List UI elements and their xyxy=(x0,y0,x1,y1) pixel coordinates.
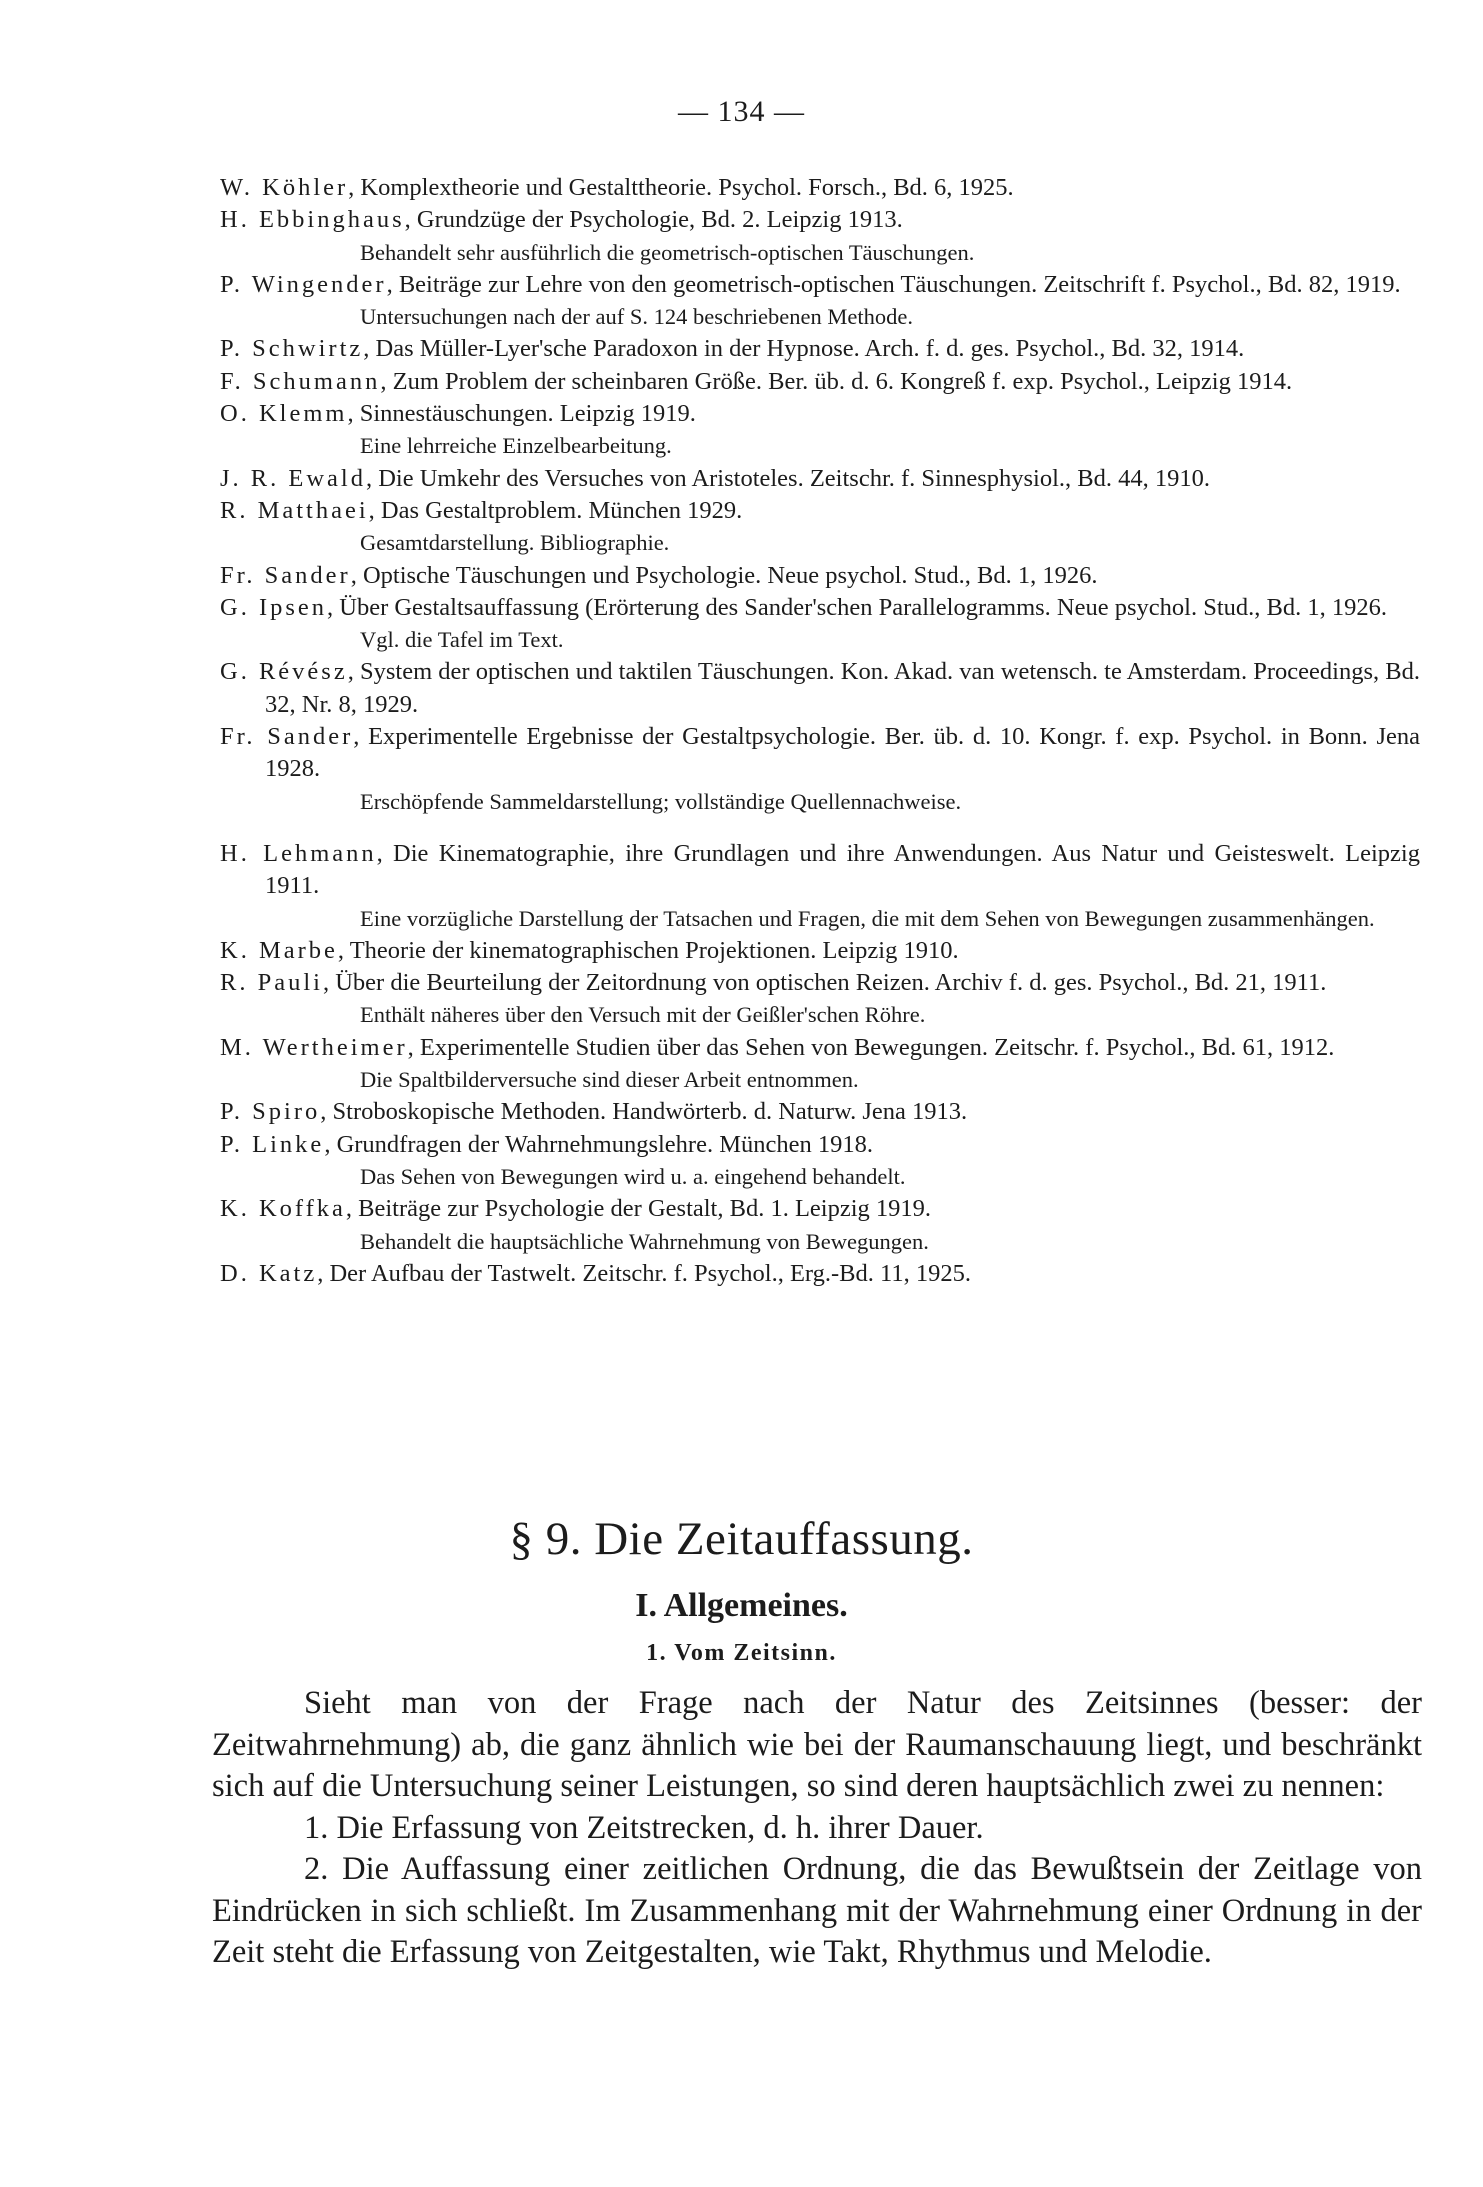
bibliography-entry xyxy=(220,204,1420,236)
entry-annotation: Vgl. die Tafel im Text. xyxy=(360,627,564,653)
entry-author: K. Koffka xyxy=(220,1195,346,1223)
entry-citation: , Grundfragen der Wahrnehmungslehre. München 1918. xyxy=(324,1130,873,1158)
bibliography-entry xyxy=(220,656,1420,721)
bibliography-entry xyxy=(220,495,1420,527)
bibliography-group-motion xyxy=(220,838,1420,1290)
entry-annotation: Behandelt die hauptsächliche Wahrnehmung von Bewegungen. xyxy=(360,1228,929,1254)
intro-paragraph: Sieht man von der Frage nach der Natur des Zeitsinnes (besser: der Zeitwahrnehmung) ab, die ganz ähnlich wie bei der Raumanschauung liegt, und beschränkt sich auf die Untersuchung seiner Leistungen, so sind deren hauptsächlich zwei zu nennen: xyxy=(212,1685,1422,1804)
bibliography-entry xyxy=(220,1193,1420,1225)
entry-citation: , Komplextheorie und Gestalttheorie. Psychol. Forsch., Bd. 6, 1925. xyxy=(348,174,1014,201)
bibliography-entry xyxy=(220,1258,1420,1290)
bibliography-entry xyxy=(220,838,1420,903)
entry-author: P. Schwirtz xyxy=(220,335,364,363)
entry-annotation: Behandelt sehr ausführlich die geometrisch-optischen Täuschungen. xyxy=(360,239,975,265)
bibliography-entry xyxy=(220,398,1420,430)
bibliography-entry xyxy=(220,1096,1420,1128)
bibliography-gap xyxy=(220,818,1420,838)
entry-citation: , Beiträge zur Psychologie der Gestalt, Bd. 1. Leipzig 1919. xyxy=(345,1195,932,1223)
bibliography-entry xyxy=(220,721,1420,786)
bibliography-entry xyxy=(220,560,1420,592)
entry-citation: , Die Kinematographie, ihre Grundlagen und ihre Anwendungen. Aus Natur und Geisteswelt. Leipzig 1911. xyxy=(265,839,1420,900)
entry-citation: , Experimentelle Studien über das Sehen von Bewegungen. Zeitschr. f. Psychol., Bd. 61, 1912. xyxy=(407,1033,1335,1061)
entry-annotation: Eine lehrreiche Einzelbearbeitung. xyxy=(360,433,672,459)
entry-citation: , Über die Beurteilung der Zeitordnung von optischen Reizen. Archiv f. d. ges. Psychol., Bd. 21, 1911. xyxy=(322,969,1327,997)
entry-author: W. Köhler xyxy=(220,174,349,201)
entry-annotation: Erschöpfende Sammeldarstellung; vollständige Quellennachweise. xyxy=(360,788,962,814)
entry-author: H. Ebbinghaus xyxy=(220,206,405,234)
entry-citation: , Der Aufbau der Tastwelt. Zeitschr. f. Psychol., Erg.-Bd. 11, 1925. xyxy=(317,1259,971,1287)
bibliography-entry xyxy=(220,269,1420,301)
bibliography-entry xyxy=(220,967,1420,999)
entry-author: K. Marbe xyxy=(220,936,338,964)
entry-author: P. Spiro xyxy=(220,1098,321,1126)
entry-annotation: Die Spaltbilderversuche sind dieser Arbeit entnommen. xyxy=(360,1067,859,1093)
entry-citation: , Grundzüge der Psychologie, Bd. 2. Leipzig 1913. xyxy=(404,206,903,234)
subsection-title: I. Allgemeines. xyxy=(635,1587,848,1624)
enumerated-item-1: 1. Die Erfassung von Zeitstrecken, d. h. ihrer Dauer. xyxy=(304,1809,984,1846)
entry-author: R. Pauli xyxy=(220,969,323,997)
bibliography-entry xyxy=(220,1032,1420,1064)
entry-annotation: Das Sehen von Bewegungen wird u. a. eingehend behandelt. xyxy=(360,1163,906,1189)
entry-annotation: Enthält näheres über den Versuch mit der Geißler'schen Röhre. xyxy=(360,1002,926,1028)
entry-citation: , Das Müller-Lyer'sche Paradoxon in der Hypnose. Arch. f. d. ges. Psychol., Bd. 32, 1914. xyxy=(363,335,1245,363)
entry-author: D. Katz xyxy=(220,1259,318,1287)
entry-citation: , Optische Täuschungen und Psychologie. Neue psychol. Stud., Bd. 1, 1926. xyxy=(350,561,1098,589)
entry-annotation: Gesamtdarstellung. Bibliographie. xyxy=(360,530,670,556)
entry-annotation: Eine vorzügliche Darstellung der Tatsachen und Fragen, die mit dem Sehen von Bewegungen zusammenhängen. xyxy=(360,905,1375,931)
entry-author: Fr. Sander xyxy=(220,723,354,751)
bibliography-entry xyxy=(220,172,1420,204)
bibliography-entry xyxy=(220,333,1420,365)
entry-citation: , Sinnestäuschungen. Leipzig 1919. xyxy=(347,400,696,428)
entry-citation: , Stroboskopische Methoden. Handwörterb. d. Naturw. Jena 1913. xyxy=(320,1098,968,1126)
bibliography-entry xyxy=(220,366,1420,398)
enumerated-item-2: 2. Die Auffassung einer zeitlichen Ordnung, die das Bewußtsein der Zeitlage von Eindrücken in sich schließt. Im Zusammenhang mit der Wahrnehmung einer Ordnung in der Zeit steht die Erfassung von Zeitgestalten, wie Takt, Rhythmus und Melodie. xyxy=(212,1851,1422,1970)
entry-citation: , Beiträge zur Lehre von den geometrisch-optischen Täuschungen. Zeitschrift f. Psychol., Bd. 82, 1919. xyxy=(386,270,1401,298)
entry-author: H. Lehmann xyxy=(220,839,377,867)
entry-citation: , Das Gestaltproblem. München 1929. xyxy=(368,496,743,524)
entry-author: R. Matthaei xyxy=(220,496,369,524)
bibliography-entry xyxy=(220,592,1420,624)
entry-author: F. Schumann xyxy=(220,367,381,395)
entry-citation: , Zum Problem der scheinbaren Größe. Ber. üb. d. 6. Kongreß f. exp. Psychol., Leipzig 1914. xyxy=(380,367,1293,395)
entry-author: P. Wingender xyxy=(220,270,387,298)
entry-citation: , Experimentelle Ergebnisse der Gestaltpsychologie. Ber. üb. d. 10. Kongr. f. exp. Psychol. in Bonn. Jena 1928. xyxy=(265,723,1420,783)
entry-author: Fr. Sander xyxy=(220,561,351,589)
entry-citation: , System der optischen und taktilen Täuschungen. Kon. Akad. van wetensch. te Amsterdam. Proceedings, Bd. 32, Nr. 8, 1929. xyxy=(265,658,1420,718)
entry-author: G. Révész xyxy=(220,658,348,686)
entry-author: O. Klemm xyxy=(220,400,348,428)
bibliography-entry xyxy=(220,463,1420,495)
entry-citation: , Theorie der kinematographischen Projektionen. Leipzig 1910. xyxy=(337,936,959,964)
body-text xyxy=(212,1683,1422,1974)
entry-author: M. Wertheimer xyxy=(220,1033,408,1061)
bibliography-group-illusions xyxy=(220,172,1420,818)
bibliography xyxy=(220,172,1420,1290)
entry-citation: , Über Gestaltsauffassung (Erörterung des Sander'schen Parallelogramms. Neue psychol. Stud., Bd. 1, 1926. xyxy=(327,593,1387,621)
bibliography-entry xyxy=(220,935,1420,967)
entry-citation: , Die Umkehr des Versuches von Aristoteles. Zeitschr. f. Sinnesphysiol., Bd. 44, 1910. xyxy=(365,464,1210,492)
entry-author: J. R. Ewald xyxy=(220,464,366,492)
bibliography-entry xyxy=(220,1129,1420,1161)
page-number: — 134 — xyxy=(678,95,805,128)
entry-author: G. Ipsen xyxy=(220,593,328,621)
subsubsection-title: 1. Vom Zeitsinn. xyxy=(646,1640,837,1666)
section-title: § 9. Die Zeitauffassung. xyxy=(509,1513,974,1565)
entry-annotation: Untersuchungen nach der auf S. 124 beschriebenen Methode. xyxy=(360,304,913,330)
entry-author: P. Linke xyxy=(220,1130,325,1158)
